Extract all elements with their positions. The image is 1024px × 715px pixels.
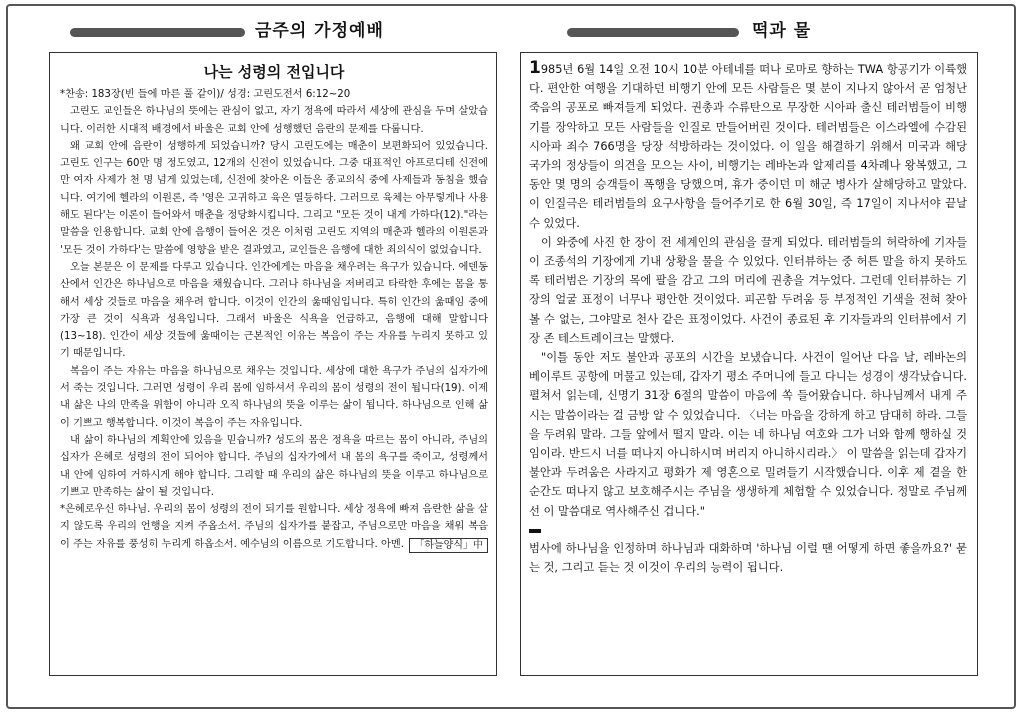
divider-dash [529,529,541,533]
left-column [49,52,497,676]
story-paragraph: 이 와중에 사진 한 장이 전 세계인의 관심을 끌게 되었다. 테러범들의 허락하에 기자들이 조종석의 기장에게 기내 상황을 물을 수 있었다. 인터뷰하는 중 허튼 말을 하지 못하도록 테러범은 기장의 목에 팔을 감고 그의 머리에 권총을 겨누었다. 그런데 인터뷰하는 기장의 얼굴 표정이 너무나 평안한 것이었다. 피곤함 두려움 등 부정적인 기색을 전혀 찾아 볼 수 없는, 그야말로 천사 같은 표정이었다. 사건이 종료된 후 기자들과의 인터뷰에서 기장 존 테스트레이크는 말했다. [529,235,967,345]
sermon-title: 나는 성령의 전입니다 [203,63,345,81]
left-header-title: 금주의 가정예배 [255,21,384,41]
sermon-body [60,86,488,553]
prayer-paragraph [60,501,488,553]
right-header-bar [567,28,739,37]
sermon-paragraph: 복음이 주는 자유는 마음을 하나님으로 채우는 것입니다. 세상에 대한 욕구가 주님의 십자가에서 죽는 것입니다. 그러면 성령이 우리 몸에 임하셔서 우리의 몸이 성령의 전이 됩니다(19). 이제 내 삶은 나의 만족을 위함이 아니라 오직 하나님의 뜻을 이루는 삶이 됩니다. 하나님으로 인해 삶이 기쁘고 행복합니다. 이것이 복음이 주는 자유입니다. [60,365,488,429]
dropcap: 1 [529,58,541,78]
story-closing-paragraph: 범사에 하나님을 인정하며 하나님과 대화하며 '하나님 이럴 땐 어떻게 하면 좋을까요?' 묻는 것, 그리고 듣는 것 이것이 우리의 능력이 됩니다. [529,541,967,575]
story-paragraph-text: 985년 6월 14일 오전 10시 10분 아테네를 떠나 로마로 향하는 TWA 항공기가 이륙했다. 편안한 여행을 기대하던 비행기 안에 모든 사람들은 몇 분이 지나지 않아서 곧 엄청난 죽음의 공포로 빠져들게 되었다. 권총과 수류탄으로 무장한 시아파 출신 테러범들이 비행기를 장악하고 모든 사람들을 인질로 만들어버린 것이다. 테러범들은 이스라엘에 수감된 시아파 죄수 766명을 당장 석방하라는 것이었다. 이 일을 해결하기 위해서 미국과 해당 국가의 정상들이 의견을 모으는 사이, 비행기는 레바논과 알제리를 4차례나 왕복했고, 그동안 몇 명의 승객들이 폭행을 당했으며, 휴가 중이던 미 해군 병사가 살해당하고 말았다. 이 인질극은 테러범들의 요구사항을 들어주기로 한 6월 30일, 즉 17일이 지나서야 끝날 수 있었다. [529,63,967,230]
right-header-title: 떡과 물 [752,21,812,41]
hymn-scripture-line: *찬송: 183장(빈 들에 마른 풀 같이)/ 성경: 고린도전서 6:12~20 [60,89,351,100]
right-column [520,52,978,676]
source-tag: 「하늘양식」中 [409,538,488,553]
sermon-paragraph: 내 삶이 하나님의 계획안에 있음을 믿습니까? 성도의 몸은 정욕을 따르는 몸이 아니라, 주님의 십자가 은혜로 성령의 전이 되어야 합니다. 주님의 십자가에서 내 몸의 욕구를 죽이고, 성령께서 내 안에 임하여 거하시게 해야 합니다. 그리할 때 우리의 삶은 하나님의 뜻을 이루고 하나님으로 기쁘고 만족하는 삶이 될 것입니다. [60,434,488,498]
sermon-paragraph: 왜 교회 안에 음란이 성행하게 되었습니까? 당시 고린도에는 매춘이 보편화되어 있었습니다. 고린도 인구는 60만 명 정도였고, 12개의 신전이 있었습니다. 그중 대표적인 아프로디테 신전에만 여자 사제가 천 명 넘게 있었는데, 신전에 찾아온 이들은 종교의식 중에 사제들과 동침을 했습니다. 여기에 헬라의 이원론, 즉 '영은 고귀하고 육은 열등하다. 그러므로 육체는 아무렇게나 사용해도 된다'는 이론이 들어와서 매춘을 정당화시킵니다. 그리고 "모든 것이 내게 가하다(12)."라는 말씀을 인용합니다. 교회 안에 음행이 들어온 것은 이처럼 고린도 지역의 매춘과 헬라의 이원론과 '모든 것이 가하다'는 말씀에 영향을 받은 결과였고, 교인들은 음행에 대한 죄의식이 없었습니다. [60,140,488,256]
sermon-paragraph: 오늘 본문은 이 문제를 다루고 있습니다. 인간에게는 마음을 채우려는 욕구가 있습니다. 에덴동산에서 인간은 하나님으로 마음을 채웠습니다. 그러나 하나님을 저버리고 타락한 후에는 몸을 통해서 세상 것들로 마음을 채우려 합니다. 이것이 인간의 욺때임입니다. 특히 인간의 욺때임 중에 가장 큰 것이 식욕과 성욕입니다. 그래서 바울은 식욕을 언급하고, 음행에 대해 말합니다(13~18). 인간이 세상 것들에 욺때이는 근본적인 이유는 복음이 주는 자유를 누리지 못하고 있기 때문입니다. [60,261,488,360]
prayer-text: *은혜로우신 하나님. 우리의 몸이 성령의 전이 되기를 원합니다. 세상 정욕에 빠져 음란한 삶을 살지 않도록 우리의 언행을 지켜 주옵소서. 주님의 십자가를 붙잡고, 주님으로만 마음을 채워 복음이 주는 자유를 풍성히 누리게 하옵소서. 예수님의 이름으로 기도합니다. 아멘. [60,504,488,550]
story-body [529,59,967,577]
story-paragraph [529,59,967,233]
sermon-paragraph: 고린도 교인들은 하나님의 뜻에는 관심이 없고, 자기 정욕에 따라서 세상에 관심을 두며 살았습니다. 이러한 시대적 배경에서 바울은 교회 안에 성행했던 음란의 문제를 다룹니다. [60,106,488,135]
left-header-bar [70,28,245,37]
story-quote-paragraph: "이틀 동안 저도 불안과 공포의 시간을 보냈습니다. 사건이 일어난 다음 날, 레바논의 베이루트 공항에 머물고 있는데, 갑자기 평소 주머니에 들고 다니는 성경이 생각났습니다. 펼쳐서 읽는데, 신명기 31장 6절의 말씀이 마음에 쏙 들어왔습니다. 하나님께서 내게 주시는 말씀이라는 걸 금방 알 수 있었습니다. 〈너는 마음을 강하게 하고 담대히 하라. 그들을 두려워 말라. 그들 앞에서 떨지 말라. 이는 네 하나님 여호와 그가 너와 함께 행하실 것임이라. 반드시 너를 떠나지 아니하시며 버리지 아니하시리라.〉 이 말씀을 읽는데 갑자기 불안과 두려움은 사라지고 평화가 제 영혼으로 밀려들기 시작했습니다. 이후 제 곁을 한 순간도 떠나지 않고 보호해주시는 주님을 생생하게 체험할 수 있었습니다. 정말로 주님께선 이 말씀대로 역사해주신 겁니다." [529,351,967,518]
